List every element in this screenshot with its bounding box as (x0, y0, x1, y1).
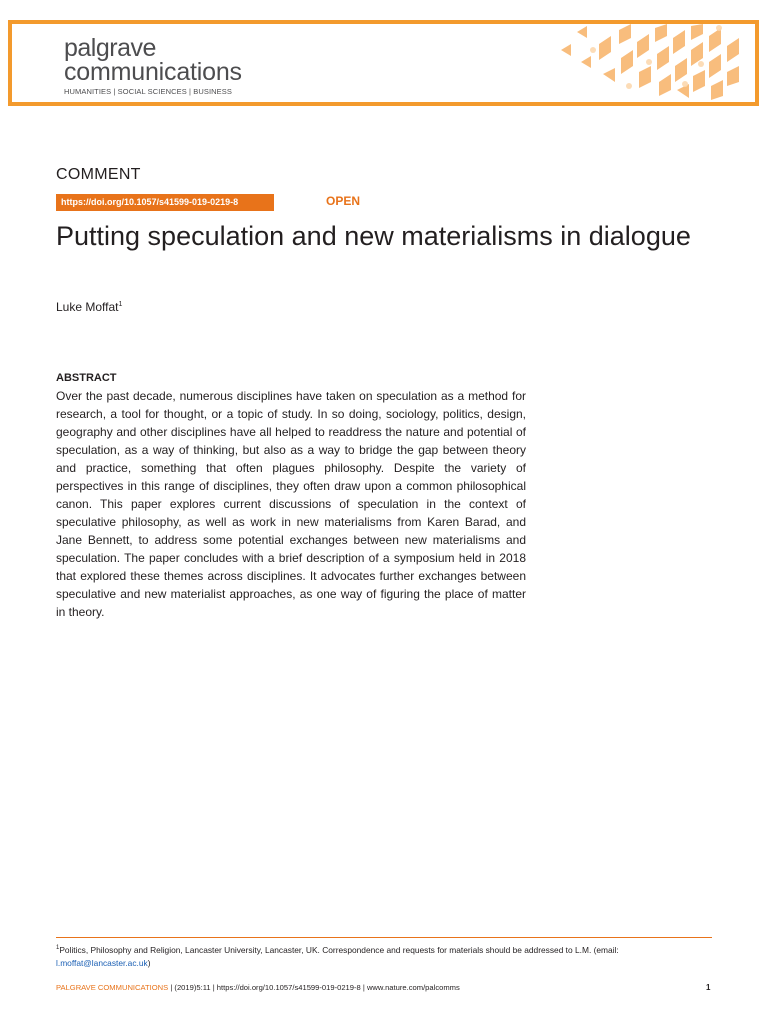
footnote-mark: 1 (56, 945, 60, 951)
footnote-text: Politics, Philosophy and Religion, Lancaster University, Lancaster, UK. Correspondence and requests for materials should be addressed to L.M. (email: (59, 944, 619, 955)
journal-header (8, 20, 759, 106)
open-access-label: OPEN (326, 194, 361, 208)
footnote-text-end: ) (147, 957, 151, 968)
footer-journal-name: PALGRAVE COMMUNICATIONS (56, 983, 169, 992)
journal-tagline: HUMANITIES | SOCIAL SCIENCES | BUSINESS (64, 87, 232, 96)
footer-citation: | (2019)5:11 | https://doi.org/10.1057/s41599-019-0219-8 | www.nature.com/palcomms (168, 983, 460, 992)
article-type: COMMENT (56, 166, 141, 183)
author-line (56, 300, 122, 314)
abstract-heading: ABSTRACT (56, 372, 117, 384)
doi-link[interactable]: https://doi.org/10.1057/s41599-019-0219-8 (56, 194, 274, 211)
page-number: 1 (706, 983, 711, 992)
abstract-body: Over the past decade, numerous disciplines have taken on speculation as a method for research, a tool for thought, or a topic of study. In so doing, sociology, politics, design, geography and other disciplines have all helped to readdress the nature and potential of speculation, as a way of thinking, but also as a way to bridge the gap between theory and practice, something that often plagues philosophy. Despite the variety of perspectives in this range of disciplines, they often draw upon a common philosophical canon. This paper explores current discussions of speculation in the context of speculative philosophy, as well as work in new materialisms from Karen Barad, and Jane Bennett, to address some potential exchanges between new materialisms and speculation. The paper concludes with a brief description of a symposium held in 2018 that explored these themes across disciplines. It advocates further exchanges between speculative and new materialist approaches, as one way of figuring the place of matter in theory. (56, 389, 526, 619)
affiliation-footnote (56, 942, 712, 970)
decorative-hexagon-pattern (541, 24, 741, 102)
affiliation-mark: 1 (118, 301, 123, 308)
article-title: Putting speculation and new materialisms in dialogue (56, 221, 691, 251)
running-footer (56, 983, 460, 992)
author-name: Luke Moffat (56, 300, 119, 314)
journal-logo-line1: palgrave (64, 34, 156, 62)
journal-logo-line2: communications (64, 58, 242, 86)
footnote-divider (56, 937, 712, 938)
author-email-link[interactable]: l.moffat@lancaster.ac.uk (56, 957, 148, 968)
